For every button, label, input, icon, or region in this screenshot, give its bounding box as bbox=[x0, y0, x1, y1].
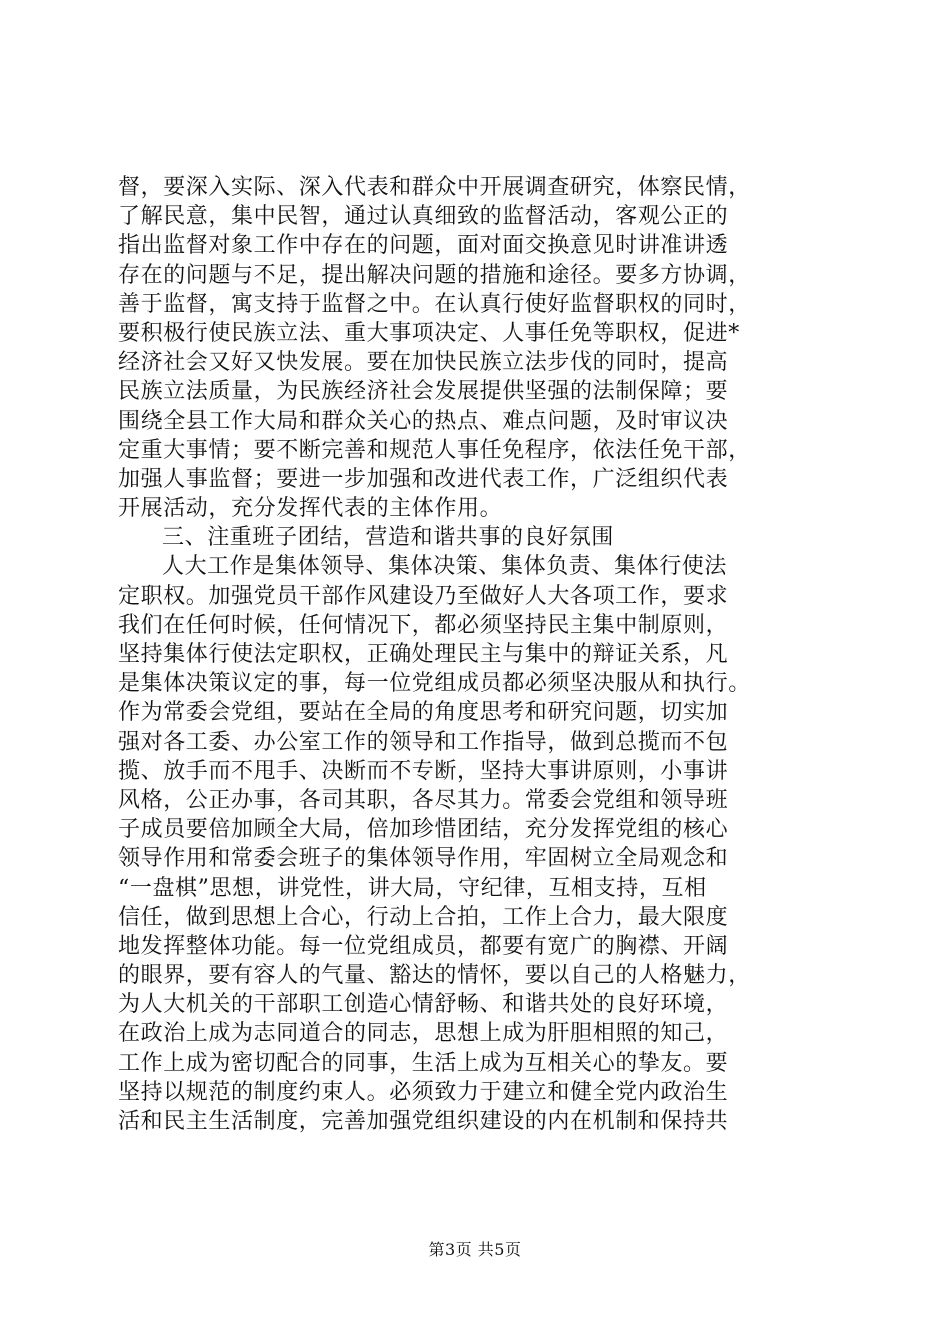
paragraph-2-line: 强对各工委、办公室工作的领导和工作指导，做到总揽而不包 bbox=[118, 729, 729, 755]
paragraph-1-line: 民族立法质量，为民族经济社会发展提供坚强的法制保障；要 bbox=[118, 379, 729, 405]
paragraph-2-line: 在政治上成为志同道合的同志，思想上成为肝胆相照的知己， bbox=[118, 1021, 729, 1047]
section-heading: 三、注重班子团结，营造和谐共事的良好氛围 bbox=[162, 525, 615, 551]
paragraph-1-line: 围绕全县工作大局和群众关心的热点、难点问题，及时审议决 bbox=[118, 408, 729, 434]
paragraph-2-line: 是集体决策议定的事，每一位党组成员都必须坚决服从和执行。 bbox=[118, 671, 751, 697]
paragraph-2-line: 定职权。加强党员干部作风建设乃至做好人大各项工作，要求 bbox=[118, 583, 729, 609]
paragraph-1-line: 加强人事监督；要进一步加强和改进代表工作，广泛组织代表 bbox=[118, 466, 729, 492]
paragraph-2-line: 的眼界，要有容人的气量、豁达的情怀，要以自己的人格魅力， bbox=[118, 963, 751, 989]
paragraph-2-line: 作为常委会党组，要站在全局的角度思考和研究问题，切实加 bbox=[118, 700, 729, 726]
paragraph-2-line: “一盘棋”思想，讲党性，讲大局，守纪律，互相支持，互相 bbox=[118, 875, 707, 901]
paragraph-2-line: 子成员要倍加顾全大局，倍加珍惜团结，充分发挥党组的核心 bbox=[118, 817, 729, 843]
document-body bbox=[118, 173, 838, 1136]
paragraph-1-line: 了解民意，集中民智，通过认真细致的监督活动，客观公正的 bbox=[118, 204, 729, 230]
paragraph-2-line: 信任，做到思想上合心，行动上合拍，工作上合力，最大限度 bbox=[118, 904, 729, 930]
paragraph-1-line: 开展活动，充分发挥代表的主体作用。 bbox=[118, 496, 503, 522]
paragraph-1-line: 督，要深入实际、深入代表和群众中开展调查研究，体察民情， bbox=[118, 175, 751, 200]
paragraph-1-line: 存在的问题与不足，提出解决问题的措施和途径。要多方协调， bbox=[118, 262, 751, 288]
paragraph-1-line: 经济社会又好又快发展。要在加快民族立法步伐的同时，提高 bbox=[118, 350, 729, 376]
paragraph-2-line: 风格，公正办事，各司其职，各尽其力。常委会党组和领导班 bbox=[118, 787, 729, 813]
paragraph-1-line: 善于监督，寓支持于监督之中。在认真行使好监督职权的同时， bbox=[118, 291, 751, 317]
paragraph-2-line: 我们在任何时候，任何情况下，都必须坚持民主集中制原则， bbox=[118, 612, 729, 638]
paragraph-2-line: 为人大机关的干部职工创造心情舒畅、和谐共处的良好环境， bbox=[118, 992, 729, 1018]
paragraph-2-line: 领导作用和常委会班子的集体领导作用，牢固树立全局观念和 bbox=[118, 846, 729, 872]
paragraph-2-line: 工作上成为密切配合的同事，生活上成为互相关心的挚友。要 bbox=[118, 1050, 729, 1076]
page-footer: 第3页 共5页 bbox=[428, 1240, 522, 1259]
paragraph-1-line: 指出监督对象工作中存在的问题，面对面交换意见时讲准讲透 bbox=[118, 233, 729, 259]
paragraph-2-line: 活和民主生活制度，完善加强党组织建设的内在机制和保持共 bbox=[118, 1109, 729, 1134]
paragraph-2-line: 人大工作是集体领导、集体决策、集体负责、集体行使法 bbox=[162, 554, 728, 580]
paragraph-2-line: 揽、放手而不甩手、决断而不专断，坚持大事讲原则，小事讲 bbox=[118, 758, 729, 784]
paragraph-2-line: 坚持以规范的制度约束人。必须致力于建立和健全党内政治生 bbox=[118, 1079, 729, 1105]
paragraph-1-line: 定重大事情；要不断完善和规范人事任免程序，依法任免干部， bbox=[118, 437, 751, 463]
paragraph-1-line: 要积极行使民族立法、重大事项决定、人事任免等职权，促进* bbox=[118, 320, 740, 346]
paragraph-2-line: 地发挥整体功能。每一位党组成员，都要有宽广的胸襟、开阔 bbox=[118, 933, 729, 959]
paragraph-2-line: 坚持集体行使法定职权，正确处理民主与集中的辩证关系，凡 bbox=[118, 642, 729, 667]
